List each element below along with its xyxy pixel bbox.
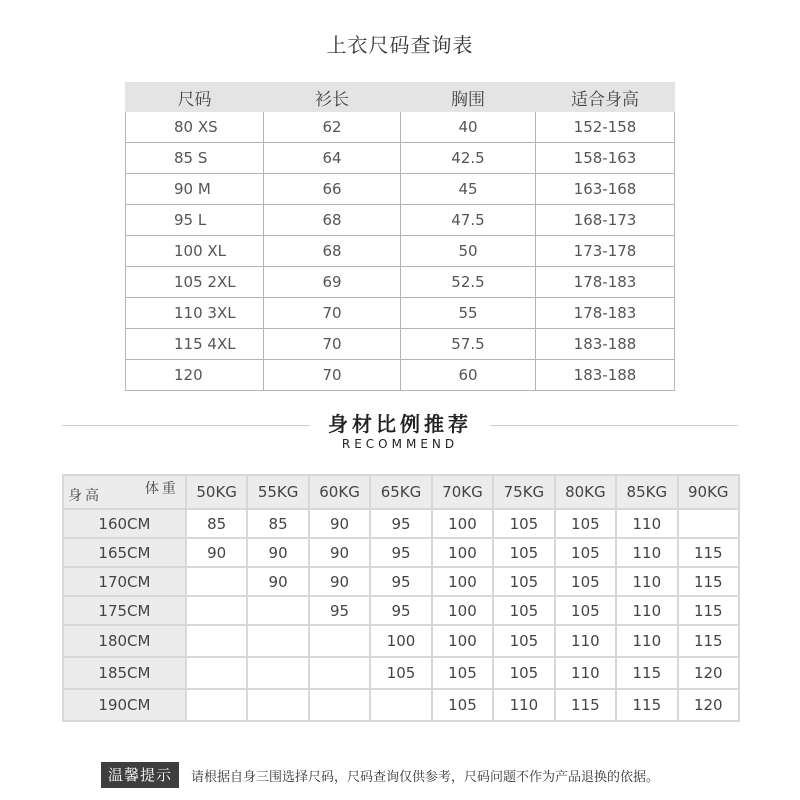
recommend-size-cell: 120 (678, 657, 739, 689)
recommend-size-cell: 120 (678, 689, 739, 721)
header-chest: 胸围 (401, 83, 536, 112)
recommend-size-cell: 85 (186, 509, 247, 538)
height-range-cell: 163-168 (536, 174, 675, 205)
recommend-size-cell: 95 (370, 538, 431, 567)
header-length: 衫长 (264, 83, 401, 112)
size-cell: 85 S (126, 143, 264, 174)
recommend-size-cell: 100 (370, 625, 431, 657)
weight-header: 65KG (370, 475, 431, 509)
recommend-size-cell: 90 (186, 538, 247, 567)
recommend-size-cell (309, 625, 370, 657)
recommend-size-cell: 100 (432, 596, 493, 625)
recommend-size-cell: 90 (309, 567, 370, 596)
recommend-size-cell: 105 (493, 538, 554, 567)
recommend-row (63, 625, 739, 657)
recommend-size-cell: 115 (678, 596, 739, 625)
recommend-size-cell: 110 (616, 625, 677, 657)
recommend-size-cell (186, 689, 247, 721)
recommend-size-cell: 100 (432, 509, 493, 538)
recommend-size-cell: 105 (493, 567, 554, 596)
height-range-cell: 152-158 (536, 112, 675, 143)
recommend-size-cell: 110 (616, 567, 677, 596)
height-row-label: 160CM (63, 509, 186, 538)
recommend-size-cell: 105 (370, 657, 431, 689)
size-row (126, 329, 675, 360)
recommend-size-cell: 90 (247, 538, 308, 567)
length-cell: 69 (264, 267, 401, 298)
size-cell: 120 (126, 360, 264, 391)
recommend-size-cell: 90 (247, 567, 308, 596)
header-size: 尺码 (126, 83, 264, 112)
recommend-size-cell (186, 625, 247, 657)
weight-header: 90KG (678, 475, 739, 509)
notice-badge: 温馨提示 (101, 762, 179, 788)
recommend-size-cell: 115 (616, 657, 677, 689)
recommend-size-cell: 105 (493, 625, 554, 657)
header-height: 适合身高 (536, 83, 675, 112)
recommend-row (63, 538, 739, 567)
corner-height-label: 身高 (68, 488, 102, 504)
recommend-row (63, 596, 739, 625)
height-range-cell: 178-183 (536, 267, 675, 298)
weight-header: 55KG (247, 475, 308, 509)
chest-cell: 57.5 (401, 329, 536, 360)
recommend-size-cell: 85 (247, 509, 308, 538)
corner-cell (63, 475, 186, 509)
size-chart-header-row (126, 83, 675, 112)
recommend-size-cell (186, 657, 247, 689)
size-cell: 115 4XL (126, 329, 264, 360)
recommend-size-cell: 90 (309, 509, 370, 538)
size-cell: 80 XS (126, 112, 264, 143)
recommend-title: 身材比例推荐 (328, 412, 472, 436)
recommend-size-cell: 115 (678, 538, 739, 567)
recommend-row (63, 509, 739, 538)
chest-cell: 55 (401, 298, 536, 329)
weight-header: 50KG (186, 475, 247, 509)
recommend-row (63, 689, 739, 721)
length-cell: 68 (264, 236, 401, 267)
height-row-label: 165CM (63, 538, 186, 567)
recommend-size-cell: 105 (555, 596, 616, 625)
height-row-label: 180CM (63, 625, 186, 657)
length-cell: 70 (264, 329, 401, 360)
recommend-size-cell: 110 (555, 625, 616, 657)
length-cell: 70 (264, 360, 401, 391)
recommend-size-cell: 115 (678, 625, 739, 657)
recommend-size-cell: 115 (555, 689, 616, 721)
recommend-size-cell: 100 (432, 567, 493, 596)
height-range-cell: 183-188 (536, 360, 675, 391)
recommend-size-cell: 105 (555, 509, 616, 538)
chest-cell: 52.5 (401, 267, 536, 298)
notice-bar (101, 762, 659, 788)
recommend-size-cell: 110 (493, 689, 554, 721)
recommend-size-cell: 110 (616, 509, 677, 538)
size-cell: 105 2XL (126, 267, 264, 298)
size-row (126, 174, 675, 205)
size-row (126, 205, 675, 236)
recommend-size-cell: 115 (616, 689, 677, 721)
recommend-size-cell: 95 (370, 567, 431, 596)
height-row-label: 170CM (63, 567, 186, 596)
recommend-size-cell (247, 657, 308, 689)
recommend-row (63, 657, 739, 689)
size-cell: 110 3XL (126, 298, 264, 329)
recommend-size-cell: 105 (493, 657, 554, 689)
size-row (126, 143, 675, 174)
recommend-size-cell (247, 596, 308, 625)
recommend-size-cell (370, 689, 431, 721)
weight-header: 85KG (616, 475, 677, 509)
recommend-size-cell (247, 689, 308, 721)
recommend-size-cell: 110 (555, 657, 616, 689)
size-row (126, 360, 675, 391)
corner-weight-label: 体重 (144, 481, 179, 497)
recommend-size-cell: 90 (309, 538, 370, 567)
recommend-size-cell: 105 (432, 689, 493, 721)
size-chart-table (125, 82, 675, 391)
chest-cell: 45 (401, 174, 536, 205)
recommend-size-cell: 100 (432, 625, 493, 657)
weight-header: 60KG (309, 475, 370, 509)
height-row-label: 185CM (63, 657, 186, 689)
recommend-header-row (63, 475, 739, 509)
recommend-size-cell: 95 (309, 596, 370, 625)
size-row (126, 112, 675, 143)
recommend-size-cell: 95 (370, 596, 431, 625)
size-row (126, 267, 675, 298)
size-cell: 95 L (126, 205, 264, 236)
weight-header: 75KG (493, 475, 554, 509)
recommend-size-cell: 105 (432, 657, 493, 689)
chest-cell: 47.5 (401, 205, 536, 236)
recommend-size-cell: 110 (616, 538, 677, 567)
recommend-row (63, 567, 739, 596)
weight-header: 80KG (555, 475, 616, 509)
length-cell: 70 (264, 298, 401, 329)
size-cell: 100 XL (126, 236, 264, 267)
notice-text: 请根据自身三围选择尺码，尺码查询仅供参考，尺码问题不作为产品退换的依据。 (191, 769, 660, 785)
size-row (126, 236, 675, 267)
recommend-size-cell: 100 (432, 538, 493, 567)
recommend-size-cell (186, 567, 247, 596)
size-cell: 90 M (126, 174, 264, 205)
chest-cell: 40 (401, 112, 536, 143)
size-row (126, 298, 675, 329)
height-range-cell: 168-173 (536, 205, 675, 236)
length-cell: 66 (264, 174, 401, 205)
length-cell: 64 (264, 143, 401, 174)
chest-cell: 60 (401, 360, 536, 391)
recommend-subtitle: RECOMMEND (341, 437, 459, 451)
recommend-size-cell (309, 689, 370, 721)
recommend-size-cell (678, 509, 739, 538)
height-row-label: 175CM (63, 596, 186, 625)
recommend-size-cell: 105 (493, 509, 554, 538)
recommend-size-cell: 110 (616, 596, 677, 625)
height-row-label: 190CM (63, 689, 186, 721)
height-range-cell: 183-188 (536, 329, 675, 360)
height-range-cell: 158-163 (536, 143, 675, 174)
length-cell: 62 (264, 112, 401, 143)
weight-header: 70KG (432, 475, 493, 509)
length-cell: 68 (264, 205, 401, 236)
recommend-size-cell (186, 596, 247, 625)
recommend-size-cell: 105 (493, 596, 554, 625)
recommend-size-cell: 95 (370, 509, 431, 538)
height-range-cell: 178-183 (536, 298, 675, 329)
recommend-size-cell (247, 625, 308, 657)
recommend-size-cell: 105 (555, 567, 616, 596)
recommend-table (62, 474, 740, 722)
chest-cell: 42.5 (401, 143, 536, 174)
recommend-size-cell (309, 657, 370, 689)
height-range-cell: 173-178 (536, 236, 675, 267)
size-chart-title: 上衣尺码查询表 (326, 33, 474, 57)
recommend-size-cell: 105 (555, 538, 616, 567)
recommend-size-cell: 115 (678, 567, 739, 596)
chest-cell: 50 (401, 236, 536, 267)
